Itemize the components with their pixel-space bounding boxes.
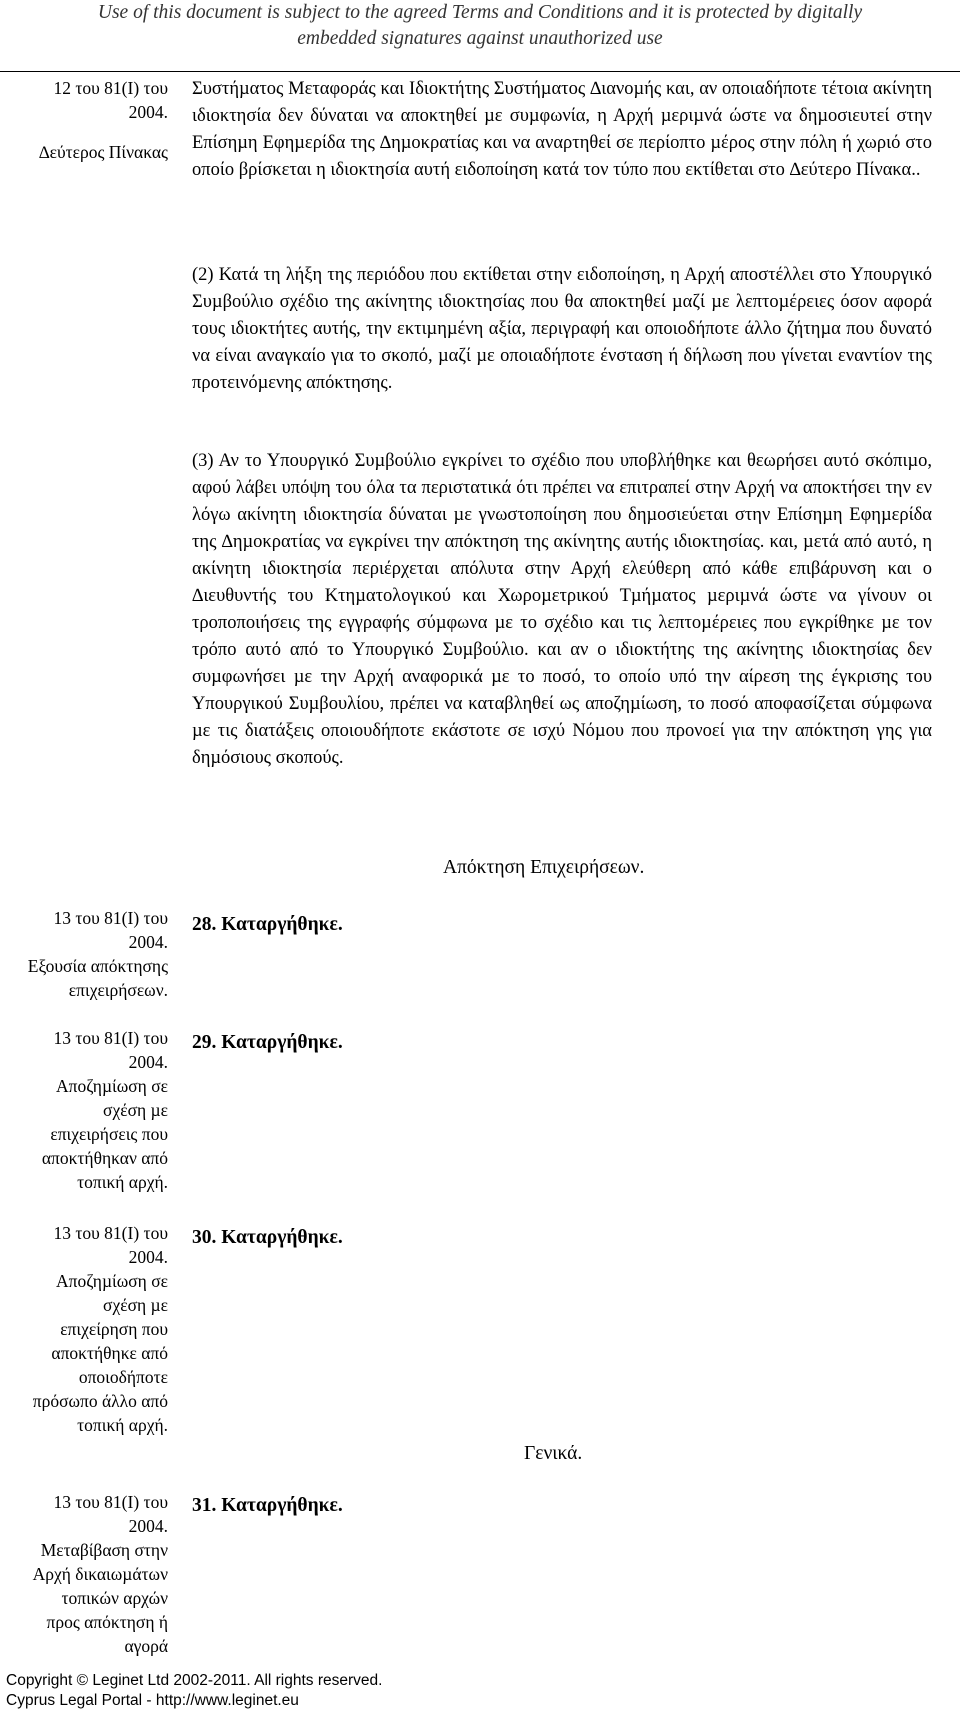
note-line: 2004.: [128, 932, 168, 952]
margin-note-section-29: [0, 1026, 168, 1194]
note-line: επιχείρηση που: [60, 1319, 168, 1339]
note-line: 2004.: [128, 1247, 168, 1267]
note-line: τοπική αρχή.: [77, 1172, 168, 1192]
note-line: Αποζηµίωση σε: [56, 1076, 168, 1096]
margin-note-section-31: [0, 1490, 168, 1658]
copyright-footer: [6, 1671, 382, 1711]
note-line: 2004.: [128, 1052, 168, 1072]
header-line-2: embedded signatures against unauthorized use: [297, 28, 663, 49]
heading-acquisition: Απόκτηση Επιχειρήσεων.: [443, 857, 645, 878]
note-line: σχέση µε: [103, 1295, 168, 1315]
note-line: αποκτήθηκαν από: [41, 1148, 168, 1168]
note-line: 2004.: [128, 102, 168, 122]
note-line: σχέση µε: [103, 1100, 168, 1120]
section-31: 31. Καταργήθηκε.: [192, 1495, 343, 1516]
note-line: αποκτήθηκε από: [51, 1343, 168, 1363]
header-divider: [0, 71, 960, 72]
note-line: 2004.: [128, 1516, 168, 1536]
note-line: Εξουσία απόκτησης: [27, 956, 168, 976]
note-line: τοπικών αρχών: [61, 1588, 168, 1608]
section-29: 29. Καταργήθηκε.: [192, 1032, 343, 1053]
note-line: 13 του 81(Ι) του: [53, 1223, 168, 1243]
note-line: τοπική αρχή.: [77, 1415, 168, 1435]
note-line: πρόσωπο άλλο από: [32, 1391, 168, 1411]
note-line: αγορά: [124, 1636, 168, 1656]
heading-general: Γενικά.: [524, 1443, 583, 1464]
note-line: Αρχή δικαιωµάτων: [32, 1564, 168, 1584]
note-line: 13 του 81(Ι) του: [53, 1028, 168, 1048]
section-28: 28. Καταργήθηκε.: [192, 914, 343, 935]
header-line-1: Use of this document is subject to the agreed Terms and Conditions and it is protected by digitally: [97, 2, 863, 23]
note-line: 13 του 81(Ι) του: [53, 908, 168, 928]
note-line: προς απόκτηση ή: [46, 1612, 168, 1632]
footer-portal-link[interactable]: Cyprus Legal Portal - http://www.leginet.eu: [6, 1692, 299, 1709]
note-line: οποιοδήποτε: [78, 1367, 168, 1387]
paragraph-3: (3) Αν το Υπουργικό Συµβούλιο εγκρίνει το σχέδιο που υποβλήθηκε και θεωρήσει αυτό σκόπιµο, αφού λάβει υπόψη του όλα τα περιστατικά ότι πρέπει να επιτραπεί στην Αρχή να αποκτήσει την εν λόγω ακίνητη ιδιοκτησία δύναται µε γνωστοποίηση που δηµοσιεύεται στην Επίσηµη Εφηµερίδα της ∆ηµοκρατίας να εγκρίνει την απόκτηση της ακίνητης αυτής ιδιοκτησίας. και, µετά από αυτό, η ακίνητη ιδιοκτησία περιέρχεται απόλυτα στην Αρχή ελεύθερη από κάθε επιβάρυνση και ο ∆ιευθυντής του Κτηµατολογικού και Χωροµετρικού Τµήµατος µεριµνά ώστε να γίνουν οι τροποποιήσεις της εγγραφής σύµφωνα µε το σχέδιο και τις λεπτοµέρειες που εγκρίθηκε µε τον τρόπο αυτό από το Υπουργικό Συµβούλιο. και αν ο ιδιοκτήτης της ακίνητης ιδιοκτησίας δεν συµφωνήσει µε την Αρχή αναφορικά µε το ποσό, το οποίο υπό την αίρεση της έγκρισης του Υπουργικού Συµβουλίου, πρέπει να καταβληθεί ως αποζηµίωση, το ποσό αποφασίζεται σύµφωνα µε τις διατάξεις οποιουδήποτε εκάστοτε σε ισχύ Νόµου που προνοεί για την απόκτηση γης για δηµόσιους σκοπούς.: [192, 451, 932, 768]
note-line: Μεταβίβαση στην: [40, 1540, 168, 1560]
section-30: 30. Καταργήθηκε.: [192, 1227, 343, 1248]
footer-copyright: Copyright © Leginet Ltd 2002-2011. All rights reserved.: [6, 1672, 383, 1689]
note-line: 12 του 81(Ι) του: [53, 78, 168, 98]
margin-note-section-28: [0, 906, 168, 1002]
paragraph-2: (2) Κατά τη λήξη της περιόδου που εκτίθεται στην ειδοποίηση, η Αρχή αποστέλλει στο Υπουργικό Συµβούλιο σχέδιο της ακίνητης ιδιοκτησίας που θα αποκτηθεί µαζί µε λεπτοµέρειες όσον αφορά τους ιδιοκτήτες αυτής, την εκτιµηµένη αξία, περιγραφή και οποιοδήποτε άλλο ζήτηµα που δυνατό να είναι αναγκαίο για το σκοπό, µαζί µε οποιαδήποτε ένσταση ή δήλωση που γίνεται εναντίον της προτεινόµενης απόκτησης.: [192, 265, 932, 393]
watermark-header: [0, 0, 960, 52]
paragraph-1: Συστήµατος Μεταφοράς και Ιδιοκτήτης Συστήµατος ∆ιανοµής και, αν οποιαδήποτε τέτοια ακίνητη ιδιοκτησία δεν δύναται να αποκτηθεί µε συµφωνία, η Αρχή µεριµνά ώστε να δηµοσιευτεί στην Επίσηµη Εφηµερίδα της ∆ηµοκρατίας και να αναρτηθεί σε περίοπτο µέρος στην πόλη ή χωριό στο οποίο βρίσκεται η ιδιοκτησία αυτή ειδοποίηση κατά τον τύπο που εκτίθεται στο ∆εύτερο Πίνακα..: [192, 79, 932, 180]
note-line: επιχειρήσεις που: [50, 1124, 168, 1144]
margin-note-section-30: [0, 1221, 168, 1437]
note-line: Αποζηµίωση σε: [56, 1271, 168, 1291]
note-line: επιχειρήσεων.: [68, 980, 168, 1000]
note-line: 13 του 81(Ι) του: [53, 1492, 168, 1512]
note-line: ∆εύτερος Πίνακας: [38, 142, 168, 162]
margin-note-section-12: [0, 76, 168, 164]
